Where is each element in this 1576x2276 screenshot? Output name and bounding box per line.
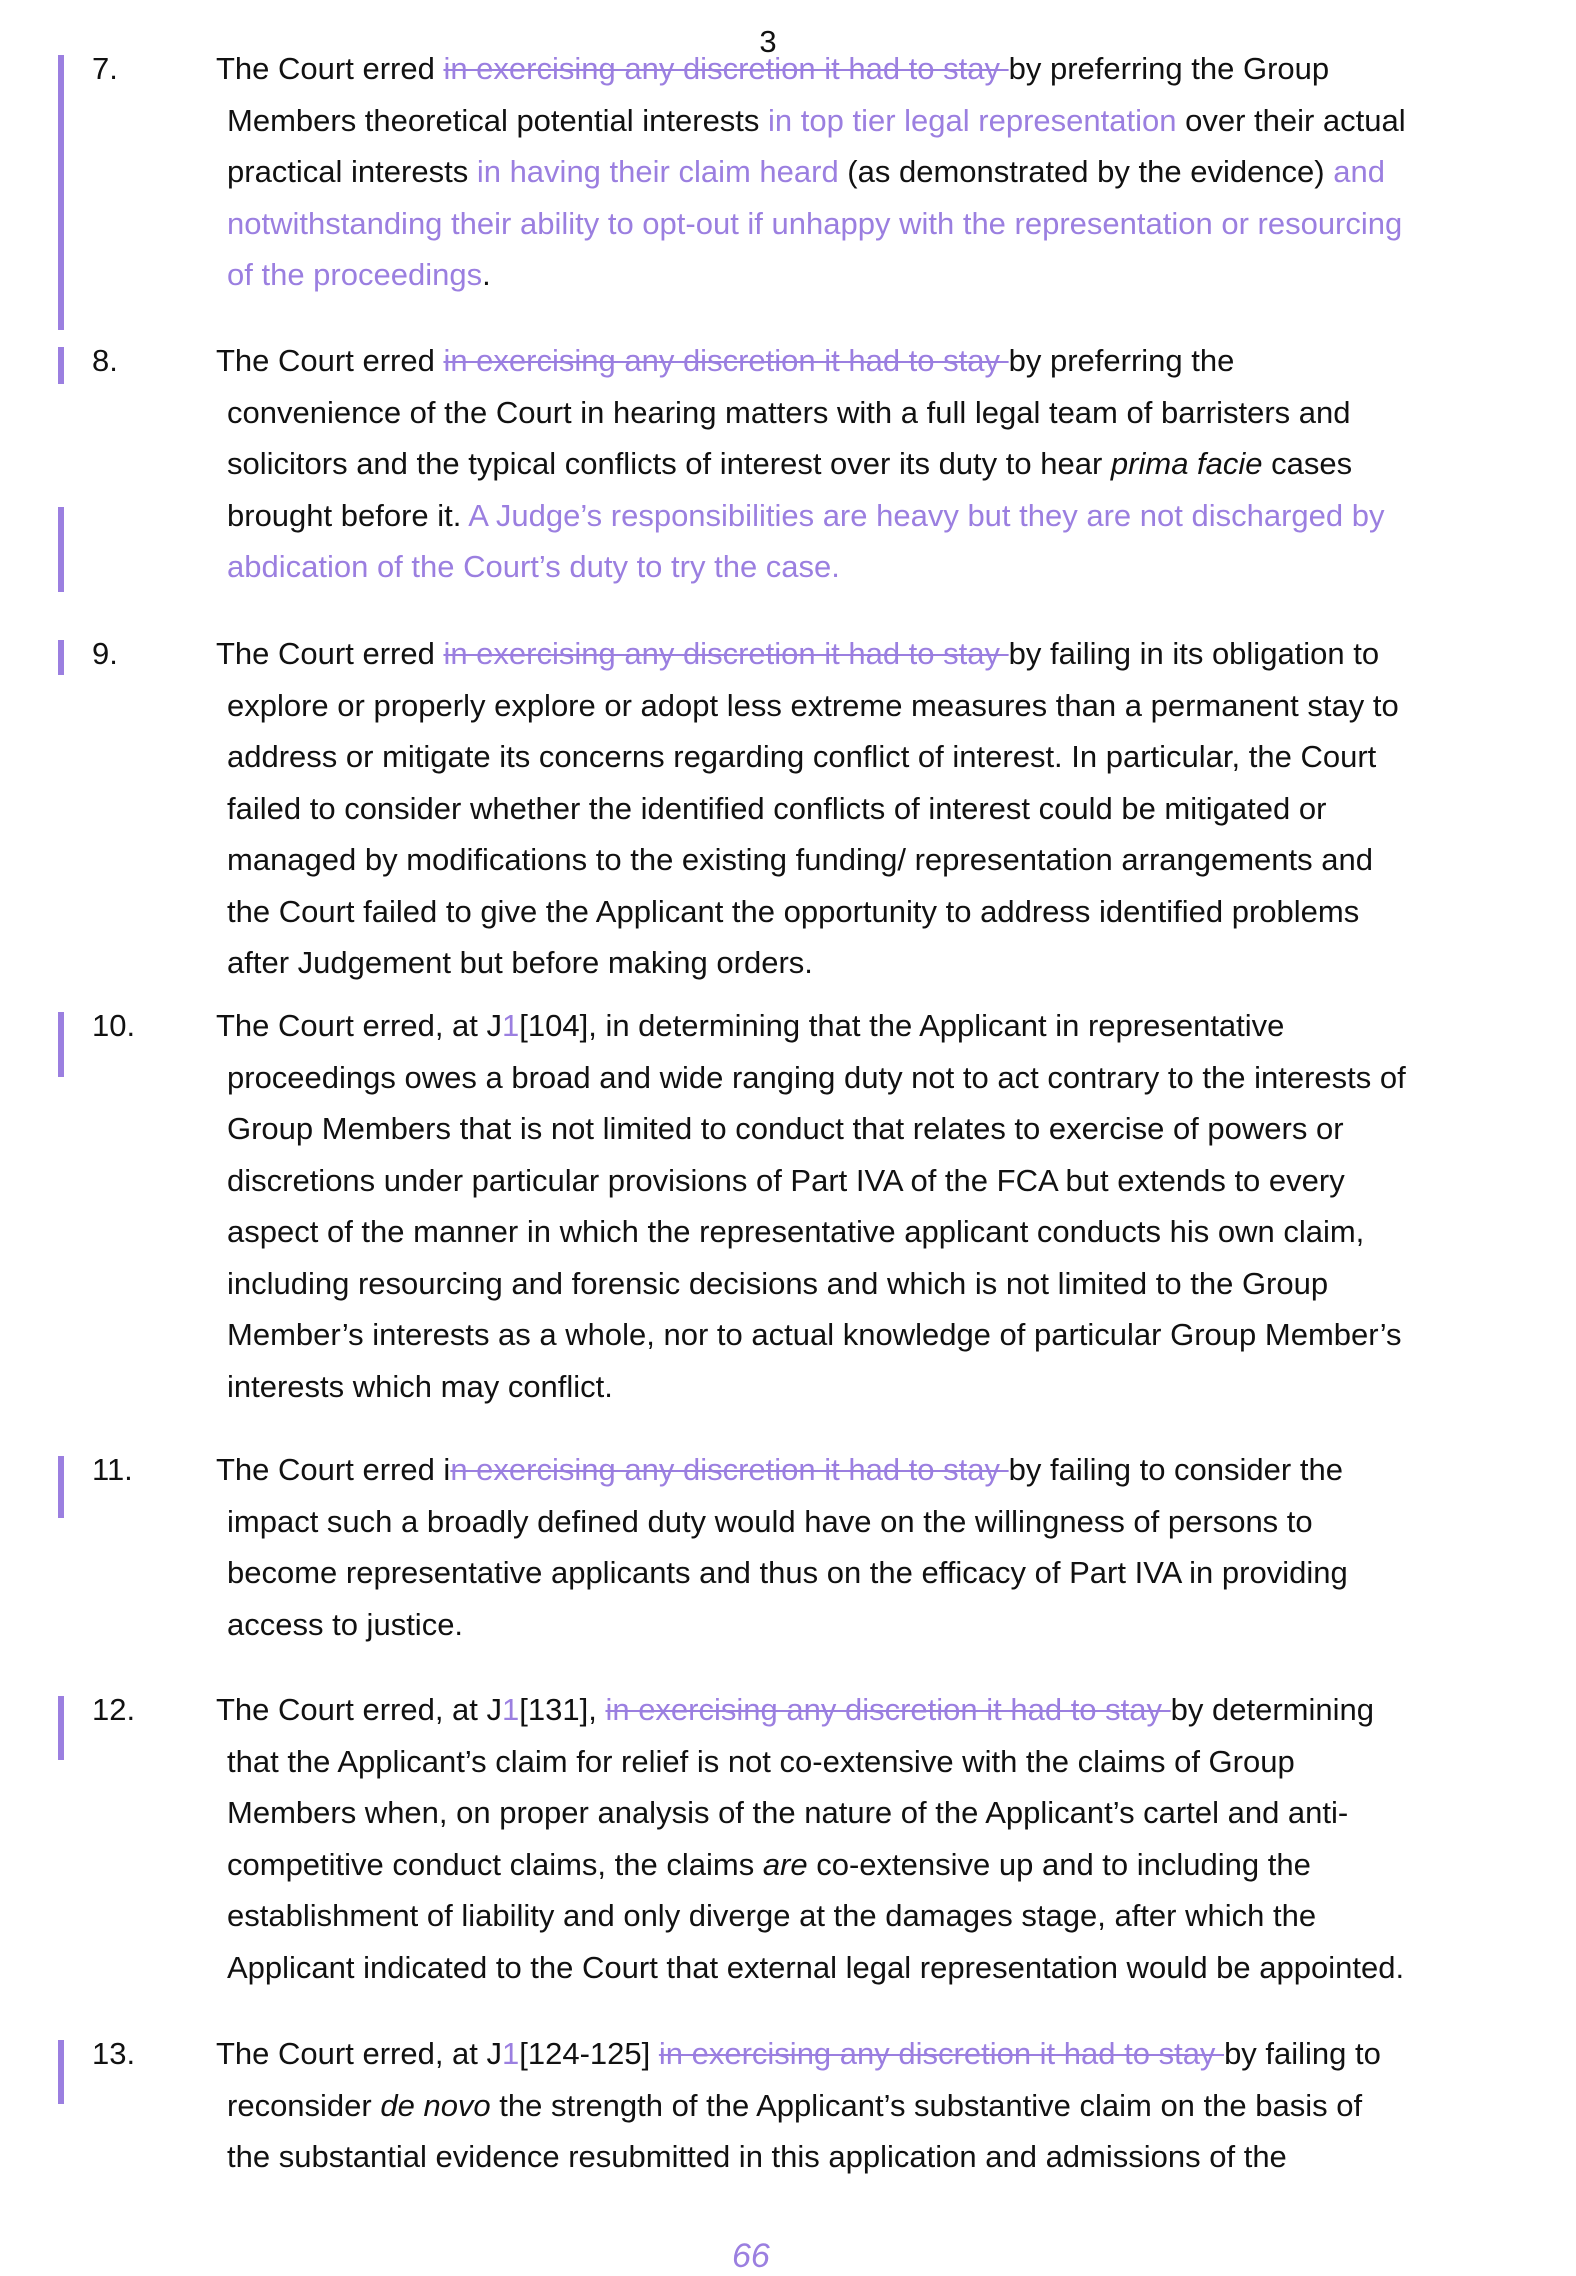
inserted-text: 1 xyxy=(502,1008,520,1043)
text-line xyxy=(216,43,1536,95)
text-line xyxy=(216,198,1536,250)
text-run: the substantial evidence resubmitted in this application and admissions of the xyxy=(227,2139,1287,2174)
inserted-text: abdication of the Court’s duty to try the case. xyxy=(227,549,840,584)
paragraph-number: 9. xyxy=(92,636,118,671)
paragraph-number: 7. xyxy=(92,51,118,86)
text-run: The Court erred, at J xyxy=(216,2036,503,2071)
text-run: by failing to consider the xyxy=(1008,1452,1343,1487)
text-run: the strength of the Applicant’s substantive claim on the basis of xyxy=(490,2087,1363,2123)
paragraph-number: 11. xyxy=(92,1452,133,1487)
deleted-text: n exercising any discretion it had to stay xyxy=(450,1452,1009,1487)
text-line xyxy=(216,1258,1536,1310)
text-line xyxy=(216,1890,1536,1942)
text-line xyxy=(216,335,1536,387)
paragraph-number: 12. xyxy=(92,1692,136,1727)
text-line xyxy=(216,490,1536,542)
text-run: the Court failed to give the Applicant the opportunity to address identified problems xyxy=(227,893,1360,929)
change-bar xyxy=(58,2040,64,2104)
text-run: prima facie xyxy=(1110,446,1263,481)
text-run: by failing in its obligation to xyxy=(1008,636,1380,671)
text-run: de novo xyxy=(380,2087,491,2123)
text-run: explore or properly explore or adopt less extreme measures than a permanent stay to xyxy=(227,687,1399,723)
text-line xyxy=(216,1361,1536,1413)
text-run: interests which may conflict. xyxy=(227,1368,613,1404)
text-line xyxy=(216,1444,1536,1496)
deleted-text: in exercising any discretion it had to stay xyxy=(658,2036,1225,2071)
text-run: The Court erred, at J xyxy=(216,1692,503,1727)
text-run: are xyxy=(762,1846,808,1882)
text-run: Members when, on proper analysis of the nature of the Applicant’s cartel and anti- xyxy=(227,1795,1349,1830)
paragraph-text xyxy=(216,1684,1536,1993)
text-line xyxy=(216,886,1536,938)
text-run: . xyxy=(482,257,491,292)
inserted-text: 1 xyxy=(502,2036,520,2071)
text-run: cases xyxy=(1262,446,1353,481)
text-line xyxy=(216,628,1536,680)
text-line xyxy=(216,1052,1536,1104)
text-run: become representative applicants and thus on the efficacy of Part IVA in providing xyxy=(227,1555,1348,1590)
text-run: impact such a broadly defined duty would have on the willingness of persons to xyxy=(227,1503,1313,1539)
text-line xyxy=(216,1547,1536,1599)
text-line xyxy=(216,1599,1536,1651)
change-bar xyxy=(58,1012,64,1077)
text-run: proceedings owes a broad and wide ranging duty not to act contrary to the interests of xyxy=(227,1059,1406,1095)
change-bar xyxy=(58,1696,64,1760)
inserted-text: 1 xyxy=(502,1692,520,1727)
text-line xyxy=(216,1103,1536,1155)
deleted-text: in exercising any discretion it had to stay xyxy=(443,51,1009,86)
text-run: address or mitigate its concerns regarding conflict of interest. In particular, the Court xyxy=(227,739,1377,774)
paragraph-text xyxy=(216,628,1536,989)
text-line xyxy=(216,249,1536,301)
text-run: aspect of the manner in which the representative applicant conducts his own claim, xyxy=(227,1214,1365,1249)
text-run: practical interests xyxy=(227,154,477,189)
text-run: by preferring the Group xyxy=(1008,51,1330,86)
change-bar xyxy=(58,507,64,592)
text-run: Members theoretical potential interests xyxy=(227,102,769,138)
paragraph-text xyxy=(216,1444,1536,1650)
paragraph-number: 8. xyxy=(92,343,118,378)
text-run: managed by modifications to the existing funding/ representation arrangements and xyxy=(227,842,1373,877)
text-run: convenience of the Court in hearing matters with a full legal team of barristers and xyxy=(227,394,1351,430)
text-line xyxy=(216,438,1536,490)
text-line xyxy=(216,95,1536,147)
paragraph-text xyxy=(216,2028,1536,2183)
text-line xyxy=(216,1736,1536,1788)
text-line xyxy=(216,1309,1536,1361)
paragraph-text xyxy=(216,43,1536,301)
text-run: brought before it. xyxy=(227,497,469,533)
footer-page-mark: 66 xyxy=(732,2237,770,2275)
text-run: (as demonstrated by the evidence) xyxy=(838,154,1334,189)
inserted-text: in top tier legal representation xyxy=(768,102,1177,138)
text-line xyxy=(216,680,1536,732)
paragraph-text xyxy=(216,1000,1536,1412)
text-run: The Court erred xyxy=(216,343,444,378)
change-bar xyxy=(58,347,64,384)
text-line xyxy=(216,731,1536,783)
text-run: [104], in determining that the Applicant in representative xyxy=(519,1008,1285,1043)
text-line xyxy=(216,1206,1536,1258)
text-line xyxy=(216,541,1536,593)
text-run: including resourcing and forensic decisions and which is not limited to the Group xyxy=(227,1265,1329,1301)
paragraph-number: 13. xyxy=(92,2036,136,2071)
text-run: solicitors and the typical conflicts of interest over its duty to hear xyxy=(227,446,1111,481)
text-line xyxy=(216,1787,1536,1839)
page-number: 3 xyxy=(759,24,777,59)
text-line xyxy=(216,1839,1536,1891)
text-run: Member’s interests as a whole, nor to actual knowledge of particular Group Member’s xyxy=(227,1317,1402,1352)
text-run: [131], xyxy=(519,1692,606,1727)
text-run: [124-125] xyxy=(519,2036,659,2071)
text-run: Applicant indicated to the Court that external legal representation would be appointed. xyxy=(227,1949,1405,1985)
inserted-text: in having their claim heard xyxy=(476,154,839,189)
text-run: The Court erred, at J xyxy=(216,1008,503,1043)
text-run: over their actual xyxy=(1176,102,1406,138)
text-run: access to justice. xyxy=(227,1606,464,1642)
text-line xyxy=(216,387,1536,439)
text-line xyxy=(216,1155,1536,1207)
change-bar xyxy=(58,640,64,675)
deleted-text: in exercising any discretion it had to stay xyxy=(443,636,1009,671)
text-run: that the Applicant’s claim for relief is not co-extensive with the claims of Group xyxy=(227,1743,1295,1779)
text-run: establishment of liability and only diverge at the damages stage, after which the xyxy=(227,1898,1317,1933)
text-line xyxy=(216,2080,1536,2132)
inserted-text: and xyxy=(1333,154,1385,189)
text-run: The Court erred i xyxy=(216,1452,451,1487)
text-run: by determining xyxy=(1170,1692,1374,1727)
text-run: by failing to xyxy=(1224,2036,1381,2071)
paragraph-number: 10. xyxy=(92,1008,136,1043)
text-run: Group Members that is not limited to conduct that relates to exercise of powers or xyxy=(227,1111,1344,1146)
deleted-text: in exercising any discretion it had to stay xyxy=(443,343,1009,378)
text-line xyxy=(216,834,1536,886)
text-line xyxy=(216,2131,1536,2183)
text-run: reconsider xyxy=(227,2087,381,2123)
text-run: by preferring the xyxy=(1008,343,1235,378)
text-line xyxy=(216,1942,1536,1994)
inserted-text: notwithstanding their ability to opt-out if unhappy with the representation or resourcing xyxy=(227,205,1403,241)
text-run: discretions under particular provisions of Part IVA of the FCA but extends to every xyxy=(227,1162,1345,1198)
change-bar xyxy=(58,1456,64,1518)
deleted-text: in exercising any discretion it had to stay xyxy=(605,1692,1171,1727)
paragraph-text xyxy=(216,335,1536,593)
text-line xyxy=(216,783,1536,835)
text-line xyxy=(216,146,1536,198)
change-bar xyxy=(58,55,64,330)
inserted-text: A Judge’s responsibilities are heavy but they are not discharged by xyxy=(468,497,1385,533)
text-run: failed to consider whether the identified conflicts of interest could be mitigated or xyxy=(227,790,1327,826)
text-line xyxy=(216,937,1536,989)
text-run: The Court erred xyxy=(216,51,444,86)
text-run: competitive conduct claims, the claims xyxy=(227,1846,763,1882)
text-run: after Judgement but before making orders. xyxy=(227,945,813,980)
text-run: co-extensive up and to including the xyxy=(807,1846,1311,1882)
text-line xyxy=(216,1496,1536,1548)
text-line xyxy=(216,1684,1536,1736)
text-line xyxy=(216,1000,1536,1052)
text-line xyxy=(216,2028,1536,2080)
text-run: The Court erred xyxy=(216,636,444,671)
inserted-text: of the proceedings xyxy=(227,257,483,292)
